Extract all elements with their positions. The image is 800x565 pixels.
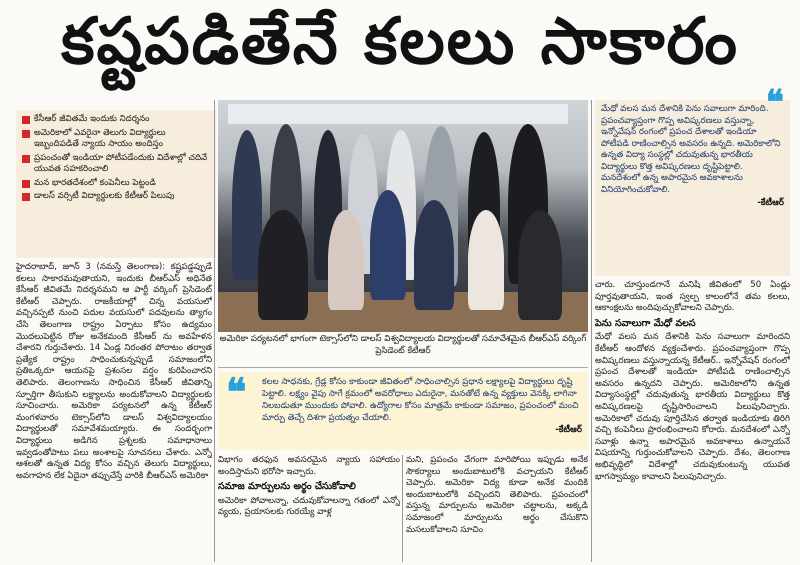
photo-person: [258, 210, 308, 320]
photo-person: [468, 210, 504, 310]
sub-heading: పెను సవాలుగా మేధో వలస: [595, 317, 696, 329]
sub-heading: సమాజ మార్పులను అర్థం చేసుకోవాలి: [218, 481, 356, 493]
highlight-text: మన భారతదేశంలో కంపెనీలు పెట్టండి: [34, 177, 156, 188]
quote-signature: -కేటీఆర్: [757, 198, 784, 208]
bullet-square-icon: [22, 155, 30, 163]
quote-text: మేధో వలస మన దేశానికి పెను సవాలుగా మారింది. ప్రపంచవ్యాప్తంగా గొప్ప అవిష్కరణలు వస్తున్నా, ఇన్నోవేషన్ రంగంలో ప్రపంచ దేశాలతో ఇండియా పోటీపడి రాణించాల్సిన అవసరం ఉన్నది. అమెరికాలోని ఉన్నత విద్యా సంస్థల్లో చదువుతున్న భారతీయ విద్యార్థులు కొత్త అవిష్కరణలు దృష్టిపెట్టాలి. మనదేశంలో ఉన్న అపారమైన అవకాశాలను వినియోగించుకోవాలి.: [601, 104, 781, 195]
bullet-square-icon: [22, 130, 30, 138]
photo-screen: [228, 104, 568, 124]
bullet-square-icon: [22, 193, 30, 201]
quote-box-right: [595, 83, 790, 276]
article-paragraph: మని, ప్రపంచం వేగంగా మారిపోయి ఇప్పుడు అనేక సౌకర్యాలు అందుబాటులోకి వచ్చాయని కేటీఆర్ చెప్పారు. అమెరికా విద్య కూడా అనేక మందికి అందుబాటులోకి వచ్చిందని తెలిపారు. ప్రపంచంలో వస్తున్న మార్పులను అమెరికా చట్టాలను, అక్కడి సమాజంలో మార్పులను అర్థం చేసుకొని మసలుకోవాలని సూచిం: [406, 455, 588, 535]
quote-mark-icon: ❝: [765, 83, 784, 123]
article-paragraph: హైదరాబాద్, జూన్ 3 (నమస్తే తెలంగాణ): కష్టపడ్డప్పుడే కలలు సాకారమవుతాయని, ఇందుకు బీఆర్ఎస్ అధినేత కేసీఆర్ జీవితమే నిదర్శనమని ఆ పార్టీ వర్కింగ్ ప్రెసిడెంట్ కేటీఆర్ చెప్పారు. రాజకీయాల్లో చిన్న వయసులో వచ్చినప్పటి నుంచి పదుల వయసులో పదవులను త్యాగం చేసి తెలంగాణ రాష్ట్రం ఏర్పాటు కోసం ఉద్యమం మొదలుపెట్టిన రోజు అనేకమంది కేసీఆర్ ను అవహేళన చేశారని గుర్తుచేశారు. 14 ఏండ్ల నిరంతర పోరాటం తర్వాత ప్రత్యేక రాష్ట్రం సాధించుకున్నప్పుడే సమాజంలోని ప్రతిఒక్కరూ ఆయనపై ప్రశంసల వర్షం కురిపించారని తెలిపారు. తెలంగాణను సాధించిన కేసీఆర్ జీవితాన్ని స్ఫూర్తిగా తీసుకుని లక్ష్యాలను అందుకోవాలని విద్యార్థులకు సూచించారు. అమెరికా పర్యటనలో ఉన్న కేటీఆర్ మంగళవారం టెక్సాస్‌లోని డాలస్ విశ్వవిద్యాలయం విద్యార్థులతో సమావేశమయ్యారు. ఈ సందర్భంగా విద్యార్థులు అడిగిన ప్రశ్నలకు సమాధానాలు ఇవ్వడంతోపాటు పలు అంశాలపై సూచనలు చేశారు. ఎన్నో ఆశలతో ఉన్నత విద్య కోసం వచ్చిన తెలుగు విద్యార్థులు, అవగాహన లేక ఏదైనా తప్పుచేస్తే వారికి బీఆర్ఎస్ అమెరికా: [16, 262, 212, 481]
news-photo: [218, 100, 588, 332]
quote-signature: -కేటీఆర్: [555, 425, 582, 435]
highlight-text: ప్రపంచంతో ఇండియా పోటీపడేందుకు విదేశాల్లో చదివే యువత సహకరించాలి: [34, 152, 208, 174]
article-paragraph: మేధో వలస మన దేశానికి పెను సవాలుగా మారిందని కేటీఆర్ ఆందోళన వ్యక్తంచేశారు. ప్రపంచవ్యాప్తంగా గొప్ప అవిష్కరణలు వస్తున్నాయన్న కేటీఆర్.. ఇన్నోవేషన్ రంగంలో ప్రపంచ దేశాలతో ఇండియా పోటీపడి రాణించాల్సిన అవసరం ఉన్నదని చెప్పారు. అమెరికాలోని ఉన్నత విద్యాసంస్థల్లో చదువుతున్న భారతీయ విద్యార్థులు కొత్త అవిష్కరణలపై దృష్టిసారించాలని పిలుపునిచ్చారు. అమెరికాలో చదువు పూర్తిచేసిన తర్వాత ఇండియాకు తిరిగి వచ్చి కంపెనీలు ప్రారంభించాలని కోరారు. మనదేశంలో ఎన్నో సవాళ్లు ఉన్నా అపారమైన అవకాశాలు ఉన్నాయనే విషయాన్ని గుర్తుంచుకోవాలని చెప్పారు. దేశం, తెలంగాణ అభివృద్ధిలో విదేశాల్లో చదువుకుంటున్న యువత భాగస్వామ్యం కావాలని పిలుపునిచ్చారు.: [595, 332, 790, 482]
column-divider: [214, 100, 215, 562]
column-middle-right: [406, 455, 588, 563]
photo-person: [370, 190, 406, 300]
bullet-square-icon: [22, 116, 30, 124]
column-right: [595, 280, 790, 562]
highlights-box: [16, 110, 216, 258]
photo-person: [328, 210, 364, 310]
highlight-item: [22, 114, 212, 126]
photo-caption: అమెరికా పర్యటనలో భాగంగా టెక్సాస్‌లోని డాలస్ విశ్వవిద్యాలయ విద్యార్థులతో సమావేశమైన బీఆర్ఎస్ వర్కింగ్ ప్రెసిడెంట్ కేటీఆర్: [218, 333, 588, 368]
column-left: [16, 262, 212, 562]
photo-person: [414, 200, 454, 310]
article-paragraph: అమెరికా పోవాలన్నా, చదువుకోవాలన్నా గతంలో ఎన్నో వ్యయ, ప్రయాసలకు గురయ్యే వాళ్ల: [218, 495, 400, 518]
quote-text: కలల సాధనకు, గ్రేడ్ల కోసం కాకుండా జీవితంలో సాధించాల్సిన ప్రధాన లక్ష్యాలపై విద్యార్థులు దృష్టి పెట్టాలి. లక్ష్యం వైపు సాగే క్రమంలో అవరోధాలు ఎదురైనా, మనతోటే ఉన్న వ్యక్తులు వెనక్కి లాగినా నిలబడుతూ ముందుకు పోవాలి. ఉద్యోగాల కోసం మాత్రమే కాకుండా సమాజం, ప్రపంచంలో మంచి మార్పు తెచ్చే దిశగా ప్రయత్నం చేయాలి.: [262, 377, 579, 423]
quote-mark-icon: ❝: [226, 369, 247, 414]
highlight-text: అమెరికాలో ఎవరైనా తెలుగు విద్యార్థులు ఇబ్బందిపడితే న్యాయ సాయం అందిస్తం: [34, 127, 166, 149]
column-divider: [402, 455, 403, 562]
article-paragraph: చారు. చూస్తుండగానే మనిషి జీవితంలో 50 ఏండ్లు పూర్తవుతాయని, ఇంత స్వల్ప కాలంలోనే తమ కలలు, ఆకాంక్షలను అందిపుచ్చుకోవాలని చెప్పారు.: [595, 280, 790, 314]
highlight-text: డాలస్ వర్సిటీ విద్యార్థులకు కేటీఆర్ పిలుపు: [34, 191, 175, 201]
highlight-text: కేసీఆర్ జీవితమే ఇందుకు నిదర్శనం: [34, 114, 150, 124]
quote-box-middle: [218, 369, 588, 450]
column-divider: [591, 100, 592, 562]
highlight-item: [22, 153, 212, 176]
highlight-item: [22, 178, 212, 190]
photo-person: [518, 210, 562, 320]
highlight-item: [22, 191, 212, 203]
headline: కష్టపడితేనే కలలు సాకారం: [61, 4, 739, 79]
column-middle-left: [218, 455, 400, 563]
bullet-square-icon: [22, 180, 30, 188]
highlight-item: [22, 128, 212, 151]
article-paragraph: విభాగం తరఫున అవసరమైన న్యాయ సహాయం అందిస్తామని భరోసా ఇచ్చారు.: [218, 455, 400, 477]
